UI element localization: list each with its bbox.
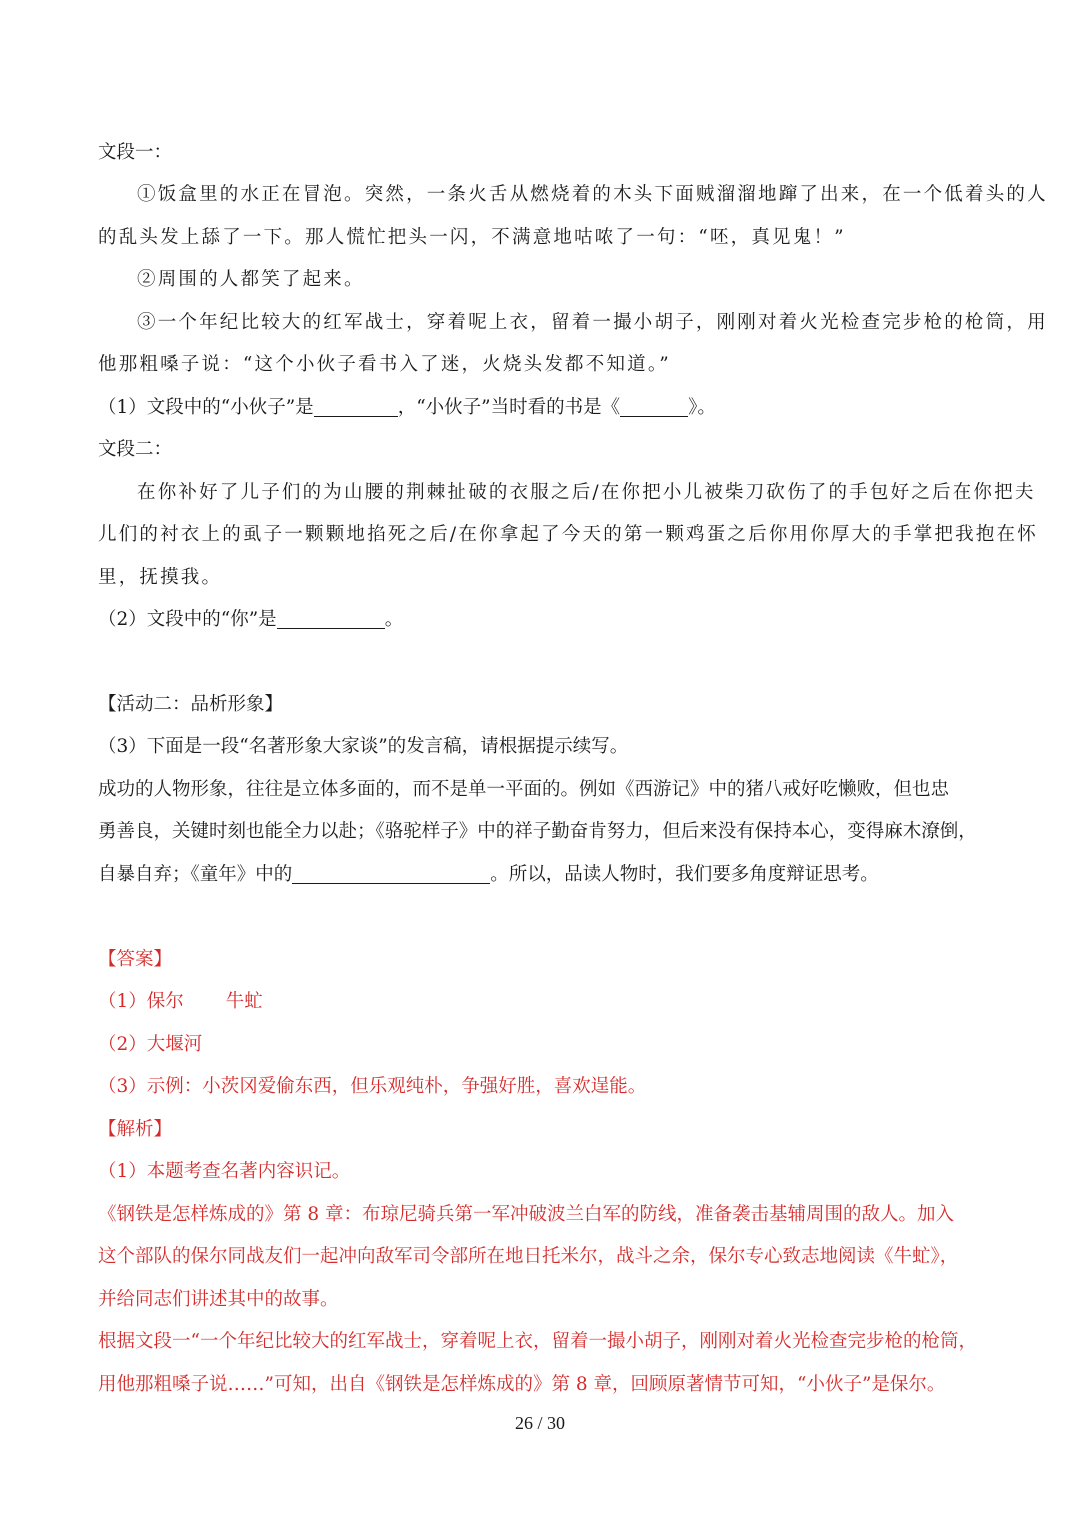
question-2	[98, 606, 983, 634]
analysis-line5: 用他那粗嗓子说……”可知，出自《钢铁是怎样炼成的》第 8 章，回顾原著情节可知，“小伙子”是保尔。	[98, 1374, 946, 1395]
passage2-line3: 里，抚摸我。	[98, 567, 223, 588]
answer-1-book: 牛虻	[225, 991, 263, 1012]
question-1-text-a: （1）文段中的“小伙子”是	[98, 397, 314, 418]
question-3: （3）下面是一段“名著形象大家谈”的发言稿，请根据提示续写。	[98, 736, 629, 757]
passage2-heading: 文段二：	[98, 439, 173, 460]
activity2-line3-text-a: 自暴自弃；《童年》中的	[98, 864, 293, 885]
passage2-line2: 儿们的衬衣上的虱子一颗颗地掐死之后/在你拿起了今天的第一颗鸡蛋之后你用你厚大的手掌把我抱在怀	[98, 524, 1038, 545]
passage1-para3-line2: 他那粗嗓子说：“这个小伙子看书入了迷，火烧头发都不知道。”	[98, 354, 671, 375]
question-1-blank-2[interactable]	[620, 396, 688, 417]
passage1-heading: 文段一：	[98, 142, 173, 163]
activity2-heading: 【活动二：品析形象】	[98, 694, 284, 715]
question-3-blank[interactable]	[292, 863, 490, 884]
answer-2: （2）大堰河	[98, 1034, 203, 1055]
passage1-para1-line2: 的乱头发上舔了一下。那人慌忙把头一闪，不满意地咕哝了一句：“呸，真见鬼！”	[98, 227, 846, 248]
answer-1-label: （1）保尔	[98, 991, 184, 1012]
analysis-heading: 【解析】	[98, 1119, 173, 1140]
question-1	[98, 394, 983, 422]
activity2-line1: 成功的人物形象，往往是立体多面的，而不是单一平面的。例如《西游记》中的猪八戒好吃懒败，但也忠	[98, 779, 950, 800]
passage1-para3-line1: ③一个年纪比较大的红军战士，穿着呢上衣，留着一撮小胡子，刚刚对着火光检查完步枪的枪筒，用	[137, 312, 1048, 333]
activity2-line3	[98, 861, 983, 889]
page-number: 26 / 30	[514, 1413, 565, 1433]
question-2-blank[interactable]	[277, 608, 385, 629]
passage1-para1-line1: ①饭盒里的水正在冒泡。突然，一条火舌从燃烧着的木头下面贼溜溜地蹿了出来，在一个低着头的人	[137, 184, 1048, 205]
analysis-intro: （1）本题考查名著内容识记。	[98, 1161, 351, 1182]
answer-1	[98, 988, 983, 1016]
question-1-blank-1[interactable]	[314, 396, 398, 417]
activity2-line2: 勇善良，关键时刻也能全力以赴；《骆驼样子》中的祥子勤奋肯努力，但后来没有保持本心，变得麻木潦倒，	[98, 821, 977, 842]
passage2-line1: 在你补好了儿子们的为山腰的荆棘扯破的衣服之后/在你把小儿被柴刀砍伤了的手包好之后在你把夫	[137, 482, 1036, 503]
answer-heading: 【答案】	[98, 949, 173, 970]
analysis-line4: 根据文段一“一个年纪比较大的红军战士，穿着呢上衣，留着一撮小胡子，刚刚对着火光检查完步枪的枪筒，	[98, 1331, 977, 1352]
analysis-line1: 《钢铁是怎样炼成的》第 8 章：布琼尼骑兵第一军冲破波兰白军的防线，准备袭击基辅周围的敌人。加入	[98, 1204, 955, 1225]
answer-3: （3）示例：小茨冈爱偷东西，但乐观纯朴，争强好胜，喜欢逞能。	[98, 1076, 647, 1097]
activity2-line3-text-b: 。所以，品读人物时，我们要多角度辩证思考。	[490, 864, 879, 885]
passage1-para2: ②周围的人都笑了起来。	[137, 269, 365, 290]
question-2-text-b: 。	[384, 609, 404, 630]
question-1-text-c: 》。	[688, 397, 716, 418]
analysis-line2: 这个部队的保尔同战友们一起冲向敌军司令部所在地日托米尔，战斗之余，保尔专心致志地阅读《牛虻》，	[98, 1246, 959, 1267]
analysis-line3: 并给同志们讲述其中的故事。	[98, 1289, 339, 1310]
question-2-text-a: （2）文段中的“你”是	[98, 609, 277, 630]
question-1-text-b: ，“小伙子”当时看的书是《	[397, 397, 621, 418]
